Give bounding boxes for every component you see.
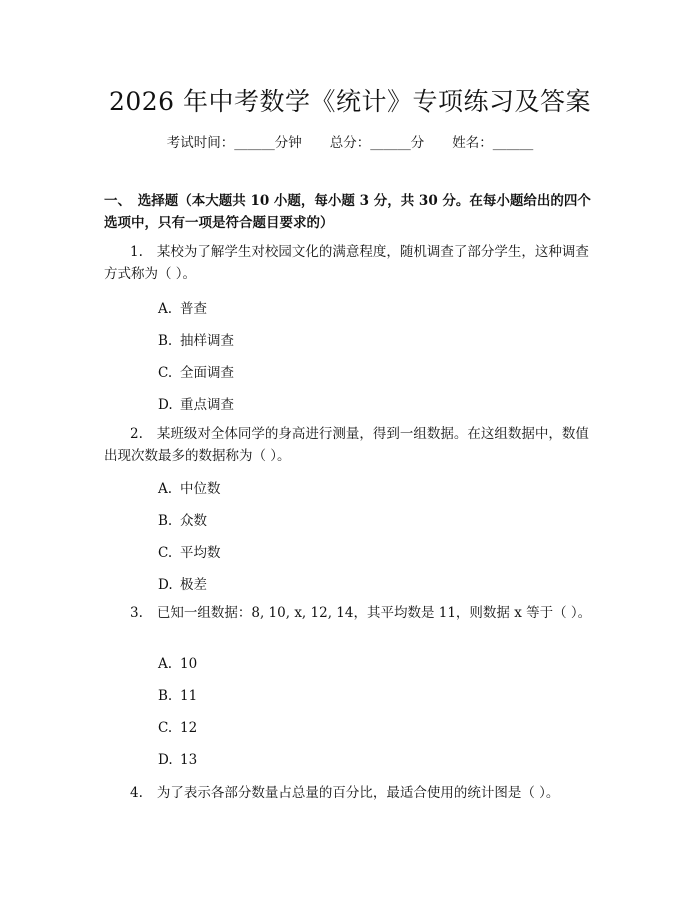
option-1d: D. 重点调查 [158, 397, 234, 413]
question-text: 为了表示各部分数量占总量的百分比，最适合使用的统计图是（ ）。 [156, 785, 560, 801]
option-1b: B. 抽样调查 [158, 333, 234, 349]
document-title: 2026 年中考数学《统计》专项练习及答案 [108, 87, 592, 116]
option-3b: B. 11 [158, 688, 198, 704]
option-3c: C. 12 [158, 720, 198, 736]
option-1c: C. 全面调查 [158, 365, 234, 381]
question-number: 3. [130, 605, 143, 621]
question-number: 2. [130, 426, 143, 442]
question-4 [104, 782, 596, 804]
question-text: 某班级对全体同学的身高进行测量，得到一组数据。在这组数据中，数值出现次数最多的数据称为（ ）。 [104, 426, 589, 464]
option-1a: A. 普查 [158, 301, 207, 317]
option-2c: C. 平均数 [158, 545, 221, 561]
exam-score: 总分：______分 [329, 135, 425, 151]
question-text: 某校为了解学生对校园文化的满意程度，随机调查了部分学生，这种调查方式称为（ ）。 [104, 244, 589, 282]
question-1 [104, 241, 596, 285]
question-2 [104, 423, 596, 467]
question-text: 已知一组数据：8, 10, x, 12, 14，其平均数是 11，则数据 x 等于（ ）。 [156, 605, 592, 621]
student-name: 姓名：______ [452, 135, 534, 151]
section-heading: 一、 选择题（本大题共 10 小题，每小题 3 分，共 30 分。在每小题给出的四个选项中，只有一项是符合题目要求的） [104, 193, 591, 231]
option-3d: D. 13 [158, 752, 198, 768]
exam-meta [0, 131, 700, 151]
option-3a: A. 10 [158, 656, 198, 672]
option-2a: A. 中位数 [158, 481, 221, 497]
question-3 [104, 602, 596, 624]
question-number: 4. [130, 785, 143, 801]
option-2b: B. 众数 [158, 513, 207, 529]
option-2d: D. 极差 [158, 577, 207, 593]
exam-time: 考试时间：______分钟 [166, 135, 302, 151]
question-number: 1. [130, 244, 143, 260]
